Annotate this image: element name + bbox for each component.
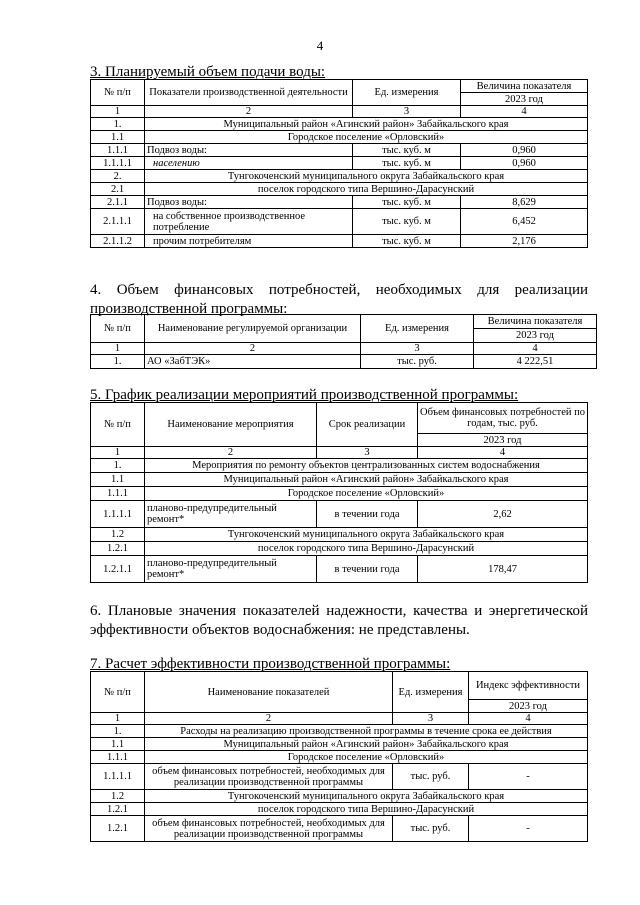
row-value: - <box>469 816 588 842</box>
row-num: 1.2.1 <box>91 816 145 842</box>
row-name: населению <box>145 157 353 170</box>
table-row <box>91 196 588 209</box>
row-unit: тыс. куб. м <box>353 196 461 209</box>
col-number: 3 <box>361 343 474 355</box>
row-num: 1.1.1 <box>91 751 145 764</box>
section-3-title: 3. Планируемый объем подачи воды: <box>90 64 326 80</box>
row-org: АО «ЗабТЭК» <box>145 355 361 369</box>
header-year: 2023 год <box>469 700 588 713</box>
row-num: 2.1.1.1 <box>91 209 145 235</box>
row-group-title: поселок городского типа Вершино-Дарасунский <box>145 542 588 556</box>
header-num: № п/п <box>91 80 145 106</box>
table-row <box>91 131 588 144</box>
row-name: планово-предупредительный ремонт* <box>145 501 317 528</box>
row-group-title: Мероприятия по ремонту объектов централизованных систем водоснабжения <box>145 459 588 473</box>
row-num: 1.1.1 <box>91 487 145 501</box>
section-5-title: 5. График реализации мероприятий производственной программы: <box>90 387 519 403</box>
row-num: 1.2.1 <box>91 803 145 816</box>
table-row <box>91 556 588 583</box>
row-group-title: Городское поселение «Орловский» <box>145 487 588 501</box>
table-row <box>91 157 588 170</box>
table-row <box>91 764 588 790</box>
table-row <box>91 725 588 738</box>
row-value: 8,629 <box>461 196 588 209</box>
row-value: 178,47 <box>418 556 588 583</box>
table-row <box>91 459 588 473</box>
row-group-title: Тунгокоченский муниципального округа Забайкальского края <box>145 170 588 183</box>
row-name: Подвоз воды: <box>145 196 353 209</box>
row-num: 1.2 <box>91 790 145 803</box>
header-indicator: Показатели производственной деятельности <box>145 80 353 106</box>
row-name: объем финансовых потребностей, необходимых для реализации производственной программы <box>145 764 393 790</box>
row-group-title: Муниципальный район «Агинский район» Забайкальского края <box>145 738 588 751</box>
table-row <box>91 487 588 501</box>
finance-needs-table <box>90 314 597 369</box>
table-row <box>91 738 588 751</box>
row-num: 1.2.1 <box>91 542 145 556</box>
row-group-title: Муниципальный район «Агинский район» Забайкальского края <box>145 118 588 131</box>
table-row <box>91 235 588 248</box>
table-row <box>91 209 588 235</box>
row-term: в течении года <box>317 501 418 528</box>
schedule-table <box>90 402 588 583</box>
row-unit: тыс. куб. м <box>353 144 461 157</box>
col-number: 1 <box>91 713 145 725</box>
table-row <box>91 751 588 764</box>
col-number: 2 <box>145 106 353 118</box>
col-number: 4 <box>461 106 588 118</box>
row-unit: тыс. руб. <box>393 816 469 842</box>
row-name: прочим потребителям <box>145 235 353 248</box>
row-num: 1. <box>91 725 145 738</box>
table-row <box>91 803 588 816</box>
header-unit: Ед. измерения <box>393 672 469 713</box>
table-row <box>91 501 588 528</box>
row-unit: тыс. куб. м <box>353 157 461 170</box>
row-unit: тыс. куб. м <box>353 235 461 248</box>
col-number: 3 <box>393 713 469 725</box>
header-event: Наименование мероприятия <box>145 403 317 447</box>
efficiency-table <box>90 671 588 842</box>
row-name: на собственное производственное потребление <box>145 209 353 235</box>
row-num: 1.1.1 <box>91 144 145 157</box>
row-name: объем финансовых потребностей, необходимых для реализации производственной программы <box>145 816 393 842</box>
col-number: 4 <box>469 713 588 725</box>
table-row <box>91 355 597 369</box>
col-number: 1 <box>91 106 145 118</box>
header-year: 2023 год <box>461 93 588 106</box>
section-4-title: 4. Объем финансовых потребностей, необходимых для реализации производственной программы: <box>90 282 588 317</box>
row-name: планово-предупредительный ремонт* <box>145 556 317 583</box>
row-unit: тыс. руб. <box>361 355 474 369</box>
row-num: 1.1.1.1 <box>91 157 145 170</box>
header-year: 2023 год <box>418 434 588 447</box>
table-row <box>91 183 588 196</box>
col-number: 3 <box>317 447 418 459</box>
header-value: Величина показателя <box>461 80 588 93</box>
row-group-title: Тунгокоченский муниципального округа Забайкальского края <box>145 790 588 803</box>
row-num: 1.2.1.1 <box>91 556 145 583</box>
row-group-title: Городское поселение «Орловский» <box>145 751 588 764</box>
section-7-title: 7. Расчет эффективности производственной программы: <box>90 656 451 672</box>
page-number: 4 <box>316 38 324 53</box>
row-num: 2.1.1.2 <box>91 235 145 248</box>
col-number: 2 <box>145 713 393 725</box>
row-name: Подвоз воды: <box>145 144 353 157</box>
table-row <box>91 542 588 556</box>
header-num: № п/п <box>91 403 145 447</box>
row-value: 4 222,51 <box>474 355 597 369</box>
row-group-title: Муниципальный район «Агинский район» Забайкальского края <box>145 473 588 487</box>
table-row <box>91 144 588 157</box>
row-group-title: Расходы на реализацию производственной программы в течение срока ее действия <box>145 725 588 738</box>
row-num: 1.1 <box>91 473 145 487</box>
row-unit: тыс. куб. м <box>353 209 461 235</box>
row-value: 0,960 <box>461 157 588 170</box>
header-finance: Объем финансовых потребностей по годам, тыс. руб. <box>418 403 588 434</box>
col-number: 2 <box>145 447 317 459</box>
row-group-title: поселок городского типа Вершино-Дарасунский <box>145 183 588 196</box>
header-num: № п/п <box>91 315 145 343</box>
header-value: Величина показателя <box>474 315 597 329</box>
row-num: 1. <box>91 355 145 369</box>
row-num: 1.1 <box>91 738 145 751</box>
header-index: Индекс эффективности <box>469 672 588 700</box>
header-term: Срок реализации <box>317 403 418 447</box>
header-indicator: Наименование показателей <box>145 672 393 713</box>
table-row <box>91 790 588 803</box>
row-num: 1.1.1.1 <box>91 764 145 790</box>
col-number: 4 <box>474 343 597 355</box>
row-num: 1. <box>91 459 145 473</box>
section-6-text: 6. Плановые значения показателей надежности, качества и энергетической эффективности объектов водоснабжения: не представлены. <box>90 603 588 638</box>
row-group-title: Городское поселение «Орловский» <box>145 131 588 144</box>
table-row <box>91 528 588 542</box>
col-number: 4 <box>418 447 588 459</box>
row-group-title: поселок городского типа Вершино-Дарасунский <box>145 803 588 816</box>
col-number: 2 <box>145 343 361 355</box>
row-value: 2,62 <box>418 501 588 528</box>
water-supply-table <box>90 79 588 248</box>
table-row <box>91 170 588 183</box>
row-value: - <box>469 764 588 790</box>
row-value: 6,452 <box>461 209 588 235</box>
row-value: 0,960 <box>461 144 588 157</box>
header-org: Наименование регулируемой организации <box>145 315 361 343</box>
row-num: 2. <box>91 170 145 183</box>
header-unit: Ед. измерения <box>353 80 461 106</box>
col-number: 1 <box>91 343 145 355</box>
row-num: 1. <box>91 118 145 131</box>
row-num: 1.1.1.1 <box>91 501 145 528</box>
col-number: 3 <box>353 106 461 118</box>
row-unit: тыс. руб. <box>393 764 469 790</box>
row-num: 1.1 <box>91 131 145 144</box>
col-number: 1 <box>91 447 145 459</box>
header-year: 2023 год <box>474 329 597 343</box>
row-term: в течении года <box>317 556 418 583</box>
table-row <box>91 473 588 487</box>
header-num: № п/п <box>91 672 145 713</box>
row-group-title: Тунгокоченский муниципального округа Забайкальского края <box>145 528 588 542</box>
table-row <box>91 816 588 842</box>
row-num: 2.1.1 <box>91 196 145 209</box>
header-unit: Ед. измерения <box>361 315 474 343</box>
row-value: 2,176 <box>461 235 588 248</box>
row-num: 2.1 <box>91 183 145 196</box>
table-row <box>91 118 588 131</box>
row-num: 1.2 <box>91 528 145 542</box>
